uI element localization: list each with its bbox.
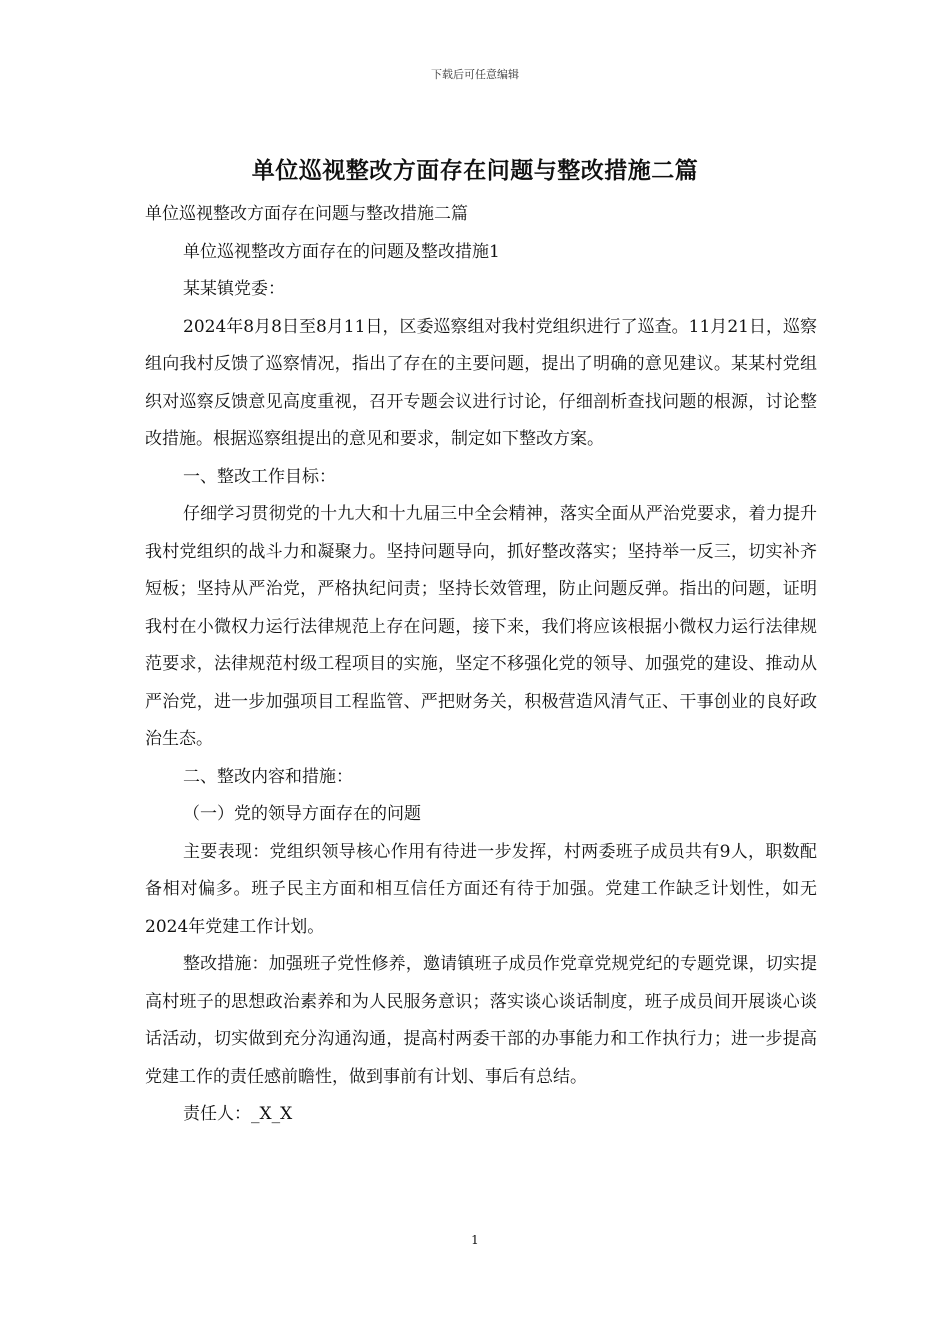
paragraph: 仔细学习贯彻党的十九大和十九届三中全会精神，落实全面从严治党要求，着力提升我村党组织的战斗力和凝聚力。坚持问题导向，抓好整改落实；坚持举一反三，切实补齐短板；坚持从严治党，严格执纪问责；坚持长效管理，防止问题反弹。指出的问题，证明我村在小微权力运行法律规范上存在问题，接下来，我们将应该根据小微权力运行法律规范要求，法律规范村级工程项目的实施，坚定不移强化党的领导、加强党的建设、推动从严治党，进一步加强项目工程监管、严把财务关，积极营造风清气正、干事创业的良好政治生态。	[145, 504, 817, 749]
subsection-heading: （一）党的领导方面存在的问题	[183, 804, 421, 824]
paragraph: 整改措施：加强班子党性修养，邀请镇班子成员作党章党规党纪的专题党课，切实提高村班子的思想政治素养和为人民服务意识；落实谈心谈话制度，班子成员间开展谈心谈话活动，切实做到充分沟通沟通，提高村两委干部的办事能力和工作执行力；进一步提高党建工作的责任感前瞻性，做到事前有计划、事后有总结。	[145, 954, 817, 1087]
document-title: 单位巡视整改方面存在问题与整改措施二篇	[251, 157, 699, 184]
paragraph: 单位巡视整改方面存在问题与整改措施二篇	[145, 204, 468, 224]
document-body	[145, 196, 817, 1134]
header-note: 下载后可任意编辑	[431, 68, 519, 81]
paragraph: 某某镇党委：	[183, 279, 285, 299]
paragraph: 2024年8月8日至8月11日，区委巡察组对我村党组织进行了巡查。11月21日，巡察组向我村反馈了巡察情况，指出了存在的主要问题，提出了明确的意见建议。某某村党组织对巡察反馈意见高度重视，召开专题会议进行讨论，仔细剖析查找问题的根源，讨论整改措施。根据巡察组提出的意见和要求，制定如下整改方案。	[145, 316, 817, 449]
paragraph: 单位巡视整改方面存在的问题及整改措施1	[183, 241, 500, 262]
page-number: 1	[471, 1233, 479, 1247]
section-heading: 一、整改工作目标：	[183, 466, 336, 487]
paragraph: 主要表现：党组织领导核心作用有待进一步发挥，村两委班子成员共有9人，职数配备相对偏多。班子民主方面和相互信任方面还有待于加强。党建工作缺乏计划性，如无2024年党建工作计划。	[145, 841, 817, 937]
paragraph: 责任人：_X_X	[183, 1104, 293, 1124]
section-heading: 二、整改内容和措施：	[183, 766, 353, 787]
